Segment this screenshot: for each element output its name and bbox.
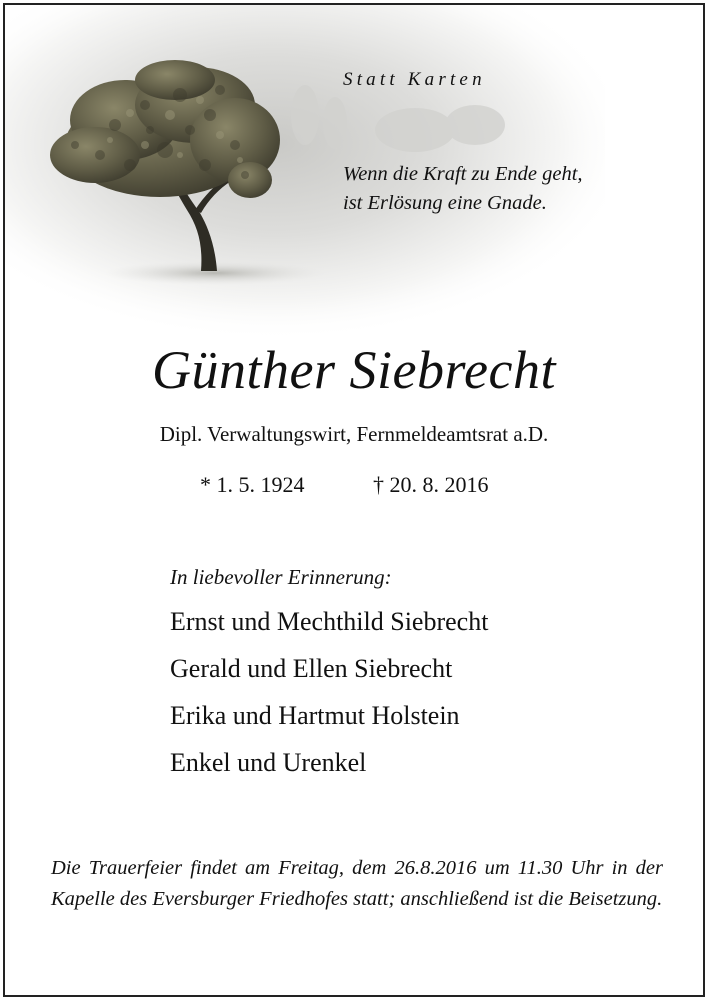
deceased-name: Günther Siebrecht <box>152 340 556 400</box>
mourner-name: Ernst und Mechthild Siebrecht <box>170 607 489 636</box>
birth-date: * 1. 5. 1924 <box>200 472 305 497</box>
quote-line-2: ist Erlösung eine Gnade. <box>343 192 547 214</box>
deceased-title: Dipl. Verwaltungswirt, Fernmeldeamtsrat a.D. <box>159 422 549 446</box>
death-date: † 20. 8. 2016 <box>373 472 489 497</box>
funeral-info: Die Trauerfeier findet am Freitag, dem 26.8.2016 um 11.30 Uhr in der Kapelle des Eversburger Friedhofes statt; anschließend ist die Beisetzung. <box>51 857 663 910</box>
statt-karten-heading: Statt Karten <box>343 69 486 90</box>
obituary-notice <box>3 3 705 997</box>
mourners-list <box>170 605 488 793</box>
mourner-name: Enkel und Urenkel <box>170 748 367 777</box>
memory-intro: In liebevoller Erinnerung: <box>170 565 392 589</box>
mourner-name: Gerald und Ellen Siebrecht <box>170 654 453 683</box>
quote <box>343 160 583 218</box>
quote-line-1: Wenn die Kraft zu Ende geht, <box>343 163 583 185</box>
mourner-name: Erika und Hartmut Holstein <box>170 701 460 730</box>
